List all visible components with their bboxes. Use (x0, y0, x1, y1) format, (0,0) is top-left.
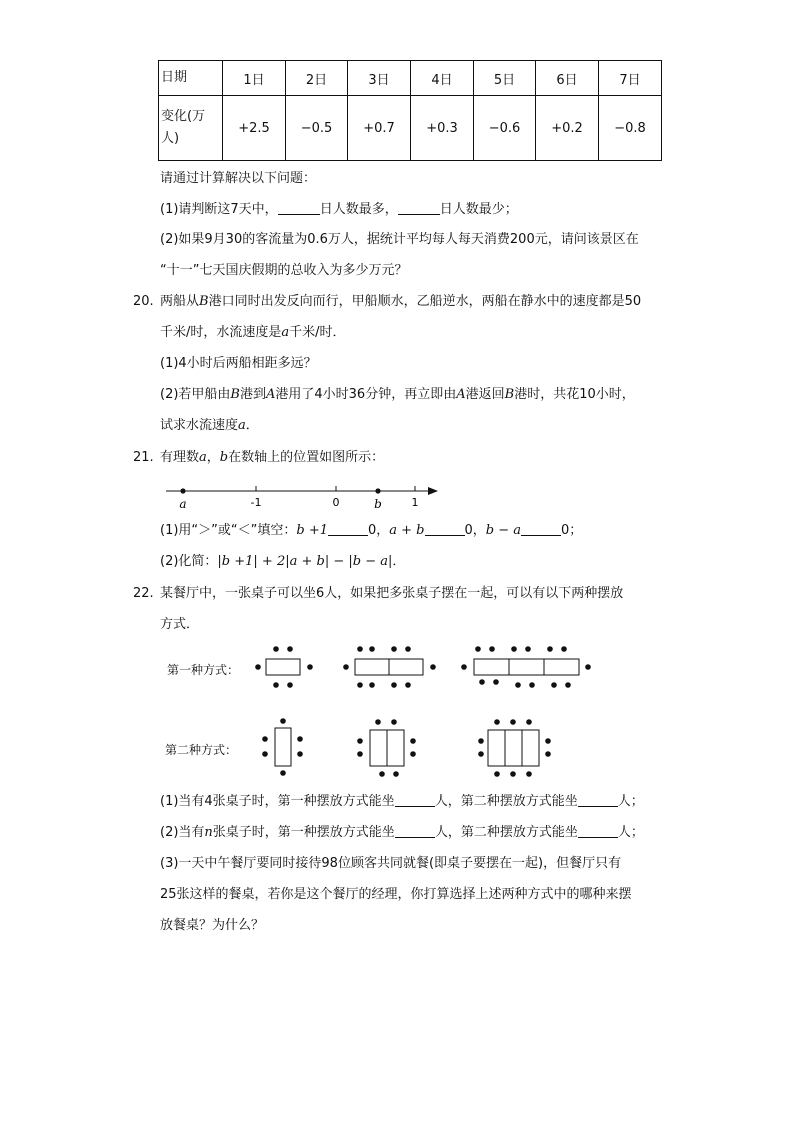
way2-three-tables (478, 719, 551, 777)
q20-part1: (1)4小时后两船相距多远？ (160, 356, 317, 371)
seating-figure-way2 (252, 714, 562, 780)
seat-dot (515, 682, 521, 688)
q21-part1: (1)用“＞”或“＜”填空：b +1 0，a + b 0，b − a 0； (160, 523, 583, 538)
seat-dot (494, 719, 500, 725)
q22-part1: (1)当有4张桌子时，第一种摆放方式能坐 人，第二种摆放方式能坐 人； (160, 794, 644, 809)
seat-dot (511, 646, 517, 652)
seat-dot (393, 771, 399, 777)
point-b (375, 488, 380, 493)
seat-dot (280, 718, 286, 724)
seat-dot (280, 770, 286, 776)
way1-label: 第一种方式： (167, 663, 240, 677)
seat-dot (375, 719, 381, 725)
table-rect (389, 659, 423, 675)
seat-dot (405, 682, 411, 688)
table-rect (522, 730, 539, 766)
q22-part3-line2: 25张这样的餐桌，若你是这个餐厅的经理，你打算选择上述两种方式中的哪种来摆 (160, 887, 632, 902)
seat-dot (493, 679, 499, 685)
seat-dot (287, 682, 293, 688)
question-number: 22. (133, 586, 154, 601)
seat-dot (357, 646, 363, 652)
table-cell: +2.5 (223, 96, 286, 161)
seat-dot (475, 646, 481, 652)
seat-dot (273, 682, 279, 688)
seat-dot (545, 738, 551, 744)
answer-blank[interactable] (425, 523, 465, 536)
axis-arrow-icon (428, 487, 438, 495)
seat-dot (410, 751, 416, 757)
table-cell: +0.7 (348, 96, 411, 161)
table-row-label (159, 96, 223, 161)
q22-line2: 方式． (160, 617, 200, 632)
seat-dot (369, 646, 375, 652)
way2-one-table (262, 718, 303, 776)
seat-dot (551, 682, 557, 688)
answer-blank[interactable] (328, 523, 368, 536)
seat-dot (489, 646, 495, 652)
seat-dot (297, 736, 303, 742)
point-a (180, 488, 185, 493)
q19-part2-line2: “十一”七天国庆假期的总收入为多少万元？ (160, 263, 408, 278)
way2-two-tables (357, 719, 416, 777)
seat-dot (343, 664, 349, 670)
table-cell: −0.5 (286, 96, 348, 161)
q21-part2: (2)化简：|b +1| + 2|a + b| − |b − a|． (160, 554, 406, 569)
q20-line2: 千米/时，水流速度是a千米/时． (160, 325, 346, 340)
seat-dot (545, 751, 551, 757)
table-rect (509, 659, 544, 675)
label-zero: 0 (332, 496, 340, 509)
table-rect (505, 730, 522, 766)
seat-dot (262, 736, 268, 742)
seat-dot (255, 664, 261, 670)
answer-blank[interactable] (578, 825, 618, 838)
label-b: b (374, 497, 382, 511)
q20-part2-line1: (2)若甲船由B港到A港用了4小时36分钟，再立即由A港返回B港时，共花10小时， (160, 387, 635, 402)
row-label-line1: 变化(万 (161, 109, 206, 124)
seat-dot (461, 664, 467, 670)
seat-dot (529, 682, 535, 688)
number-line-figure (160, 478, 450, 512)
q19-part1: (1)请判断这7天中， 日人数最多， 日人数最少； (160, 202, 518, 217)
answer-blank[interactable] (398, 202, 440, 215)
table-header-cell: 7日 (599, 61, 662, 96)
q19-part2-line1: (2)如果9月30的客流量为0.6万人，据统计平均每人每天消费200元，请问该景区在 (160, 232, 639, 247)
row-label-line2: 人) (161, 131, 180, 146)
seat-dot (510, 771, 516, 777)
seat-dot (585, 664, 591, 670)
seat-dot (561, 646, 567, 652)
label-minus-one: -1 (250, 496, 262, 509)
table-rect (275, 728, 291, 766)
seat-dot (357, 738, 363, 744)
table-header-cell: 3日 (348, 61, 411, 96)
answer-blank[interactable] (278, 202, 320, 215)
table-rect (387, 730, 404, 766)
q21-line1: 有理数a，b在数轴上的位置如图所示： (160, 450, 385, 465)
table-header-cell: 1日 (223, 61, 286, 96)
way2-label: 第二种方式： (165, 743, 238, 757)
answer-blank[interactable] (395, 794, 435, 807)
way1-one-table (255, 646, 313, 688)
question-number: 21. (133, 450, 154, 465)
table-header-cell: 2日 (286, 61, 348, 96)
table-rect (355, 659, 389, 675)
seat-dot (391, 682, 397, 688)
table-cell: +0.3 (411, 96, 474, 161)
label-one: 1 (411, 496, 419, 509)
seat-dot (565, 682, 571, 688)
seat-dot (525, 646, 531, 652)
q22-part3-line1: (3)一天中午餐厅要同时接待98位顾客共同就餐(即桌子要摆在一起)，但餐厅只有 (160, 856, 622, 871)
seat-dot (526, 719, 532, 725)
seat-dot (494, 771, 500, 777)
seat-dot (510, 719, 516, 725)
seat-dot (478, 738, 484, 744)
question-number: 20. (133, 294, 154, 309)
table-header-cell: 6日 (536, 61, 599, 96)
seat-dot (307, 664, 313, 670)
seat-dot (357, 751, 363, 757)
table-rect (370, 730, 387, 766)
seat-dot (479, 679, 485, 685)
q19-prompt: 请通过计算解决以下问题： (160, 171, 317, 186)
q20-part2-line2: 试求水流速度a． (160, 418, 259, 433)
table-rect (488, 730, 505, 766)
table-cell: −0.6 (474, 96, 536, 161)
seat-dot (391, 646, 397, 652)
label-a: a (179, 497, 187, 511)
seat-dot (430, 664, 436, 670)
change-table (158, 60, 662, 161)
seat-dot (410, 738, 416, 744)
table-rect (474, 659, 509, 675)
seat-dot (379, 771, 385, 777)
table-rect (266, 659, 300, 675)
table-rect (544, 659, 579, 675)
q22-part2: (2)当有n张桌子时，第一种摆放方式能坐 人，第二种摆放方式能坐 人； (160, 825, 644, 840)
seat-dot (405, 646, 411, 652)
seat-dot (391, 719, 397, 725)
seat-dot (369, 682, 375, 688)
table-header-cell: 4日 (411, 61, 474, 96)
seat-dot (297, 751, 303, 757)
seat-dot (273, 646, 279, 652)
table-header-cell: 日期 (159, 61, 223, 96)
seat-dot (262, 751, 268, 757)
table-header-cell: 5日 (474, 61, 536, 96)
seating-figure-way1 (252, 640, 592, 692)
seat-dot (478, 751, 484, 757)
seat-dot (547, 646, 553, 652)
table-row (159, 96, 662, 161)
way1-two-tables (343, 646, 436, 688)
answer-blank[interactable] (521, 523, 561, 536)
table-cell: +0.2 (536, 96, 599, 161)
answer-blank[interactable] (395, 825, 435, 838)
table-header-row (159, 61, 662, 96)
way1-three-tables (461, 646, 591, 688)
seat-dot (526, 771, 532, 777)
answer-blank[interactable] (578, 794, 618, 807)
table-cell: −0.8 (599, 96, 662, 161)
seat-dot (287, 646, 293, 652)
q22-line1: 某餐厅中，一张桌子可以坐6人，如果把多张桌子摆在一起，可以有以下两种摆放 (160, 586, 624, 601)
q20-line1: 两船从B港口同时出发反向而行，甲船顺水，乙船逆水，两船在静水中的速度都是50 (160, 294, 642, 309)
seat-dot (357, 682, 363, 688)
q22-part3-line3: 放餐桌？为什么？ (160, 918, 265, 933)
